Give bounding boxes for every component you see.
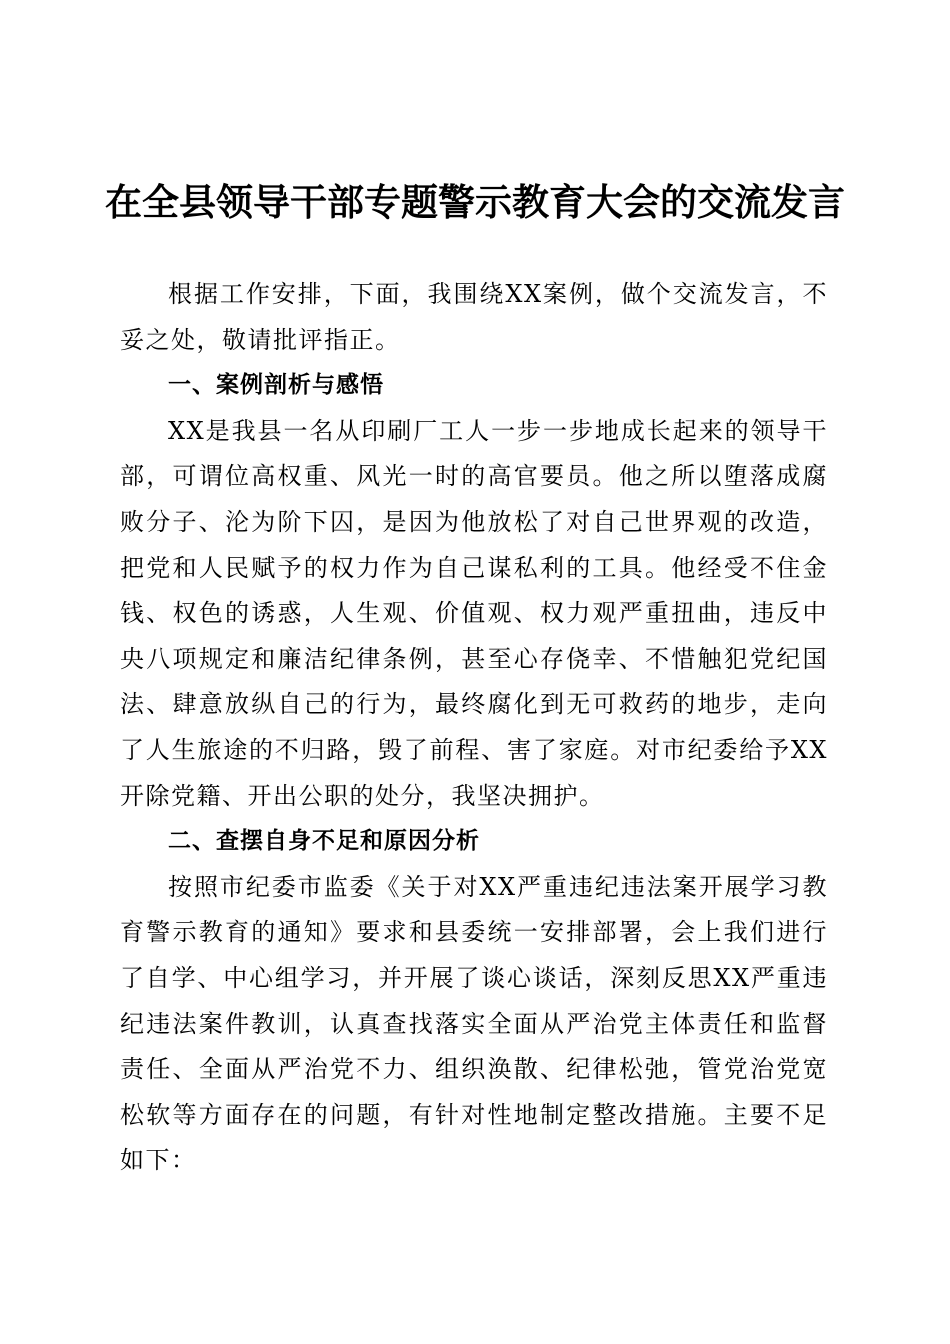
- self-examination-paragraph: 按照市纪委市监委《关于对XX严重违纪违法案开展学习教育警示教育的通知》要求和县委统一安排部署，会上我们进行了自学、中心组学习，并开展了谈心谈话，深刻反思XX严重违纪违法案件教训，认真查找落实全面从严治党主体责任和监督责任、全面从严治党不力、组织涣散、纪律松弛，管党治党宽松软等方面存在的问题，有针对性地制定整改措施。主要不足如下：: [120, 872, 828, 1175]
- intro-paragraph: 根据工作安排，下面，我围绕XX案例，做个交流发言，不妥之处，敬请批评指正。: [120, 280, 828, 354]
- document-body: [120, 272, 828, 1184]
- document-title: 在全县领导干部专题警示教育大会的交流发言: [105, 180, 845, 224]
- case-analysis-paragraph: XX是我县一名从印刷厂工人一步一步地成长起来的领导干部，可谓位高权重、风光一时的高官要员。他之所以堕落成腐败分子、沦为阶下囚，是因为他放松了对自己世界观的改造，把党和人民赋予的权力作为自己谋私利的工具。他经受不住金钱、权色的诱惑，人生观、价值观、权力观严重扭曲，违反中央八项规定和廉洁纪律条例，甚至心存侥幸、不惜触犯党纪国法、肆意放纵自己的行为，最终腐化到无可救药的地步，走向了人生旅途的不归路，毁了前程、害了家庭。对市纪委给予XX开除党籍、开出公职的处分，我坚决拥护。: [120, 416, 828, 810]
- section-heading-case-analysis: 一、案例剖析与感悟: [168, 372, 384, 399]
- section-heading-self-examination: 二、查摆自身不足和原因分析: [168, 828, 480, 855]
